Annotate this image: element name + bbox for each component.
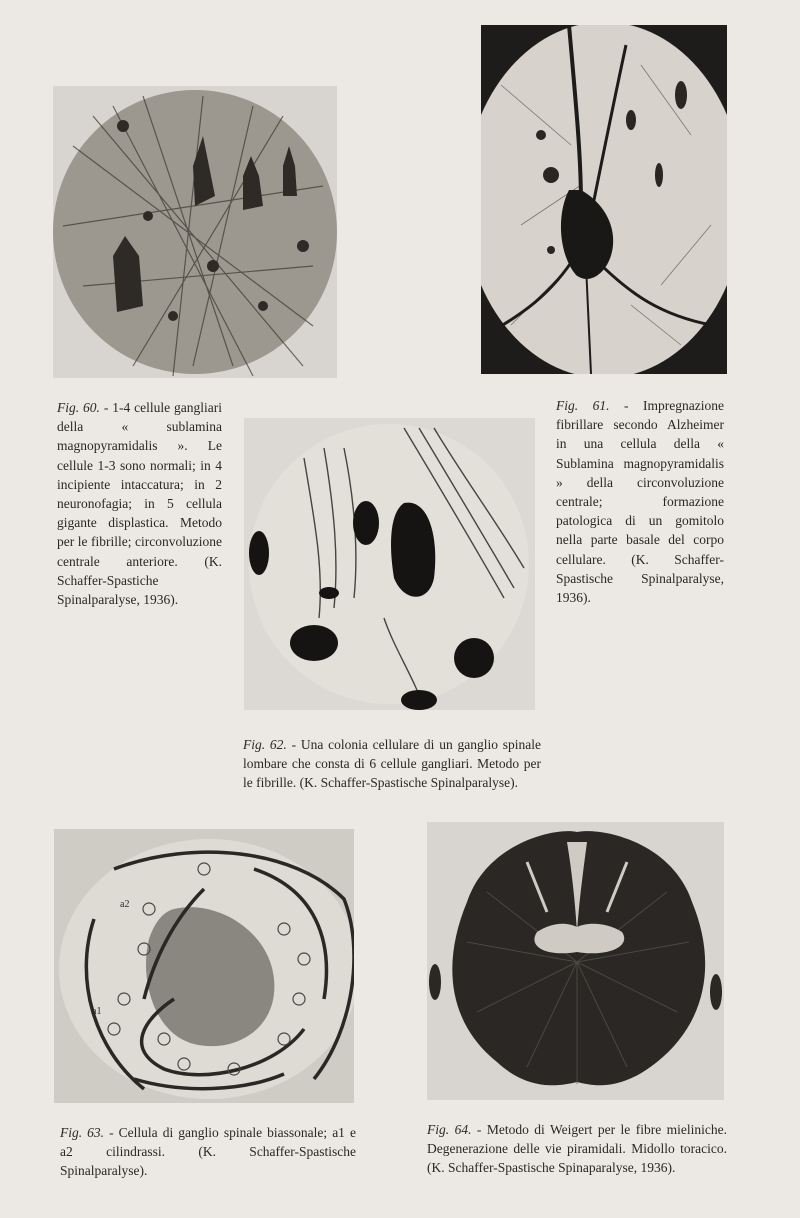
figure-61-caption [556,396,724,607]
figure-62-micrograph [244,418,535,710]
figure-63-caption [60,1123,356,1181]
figure-62-image [244,418,535,710]
figure-60-image [53,86,337,378]
figure-63-label: Fig. 63. [60,1125,105,1140]
figure-62-text: - Una colonia cellulare di un ganglio spinale lombare che consta di 6 cellule gangliari. Metodo per le fibrille. (K. Schaffer-Spastische Spinalparalyse). [243,737,542,791]
figure-64-micrograph [427,822,724,1100]
figure-61-label: Fig. 61. [556,398,610,413]
figure-60-caption [57,398,222,609]
figure-61-micrograph [481,25,727,374]
figure-60-micrograph [53,86,337,378]
figure-62-label: Fig. 62. [243,737,287,752]
figure-63-text: - Cellula di ganglio spinale biassonale; a1 e a2 cilindrassi. (K. Schaffer-Spastische Spinalparalyse). [60,1125,356,1179]
figure-61-image [481,25,727,374]
figure-60-label: Fig. 60. [57,400,100,415]
label-a2: a2 [120,899,130,910]
label-a1: a1 [92,1006,102,1017]
figure-63-micrograph [54,829,354,1103]
figure-63-image [54,829,354,1103]
figure-62-caption [243,735,541,793]
figure-61-text: - Impregnazione fibrillare secondo Alzheimer in una cellula della « Sublamina magnopyramidalis » della circonvoluzione centrale; formazione patologica di un gomitolo nella parte basale del corpo cellulare. (K. Schaffer-Spastische Spinalparalyse, 1936). [556,398,724,606]
figure-64-label: Fig. 64. [427,1122,472,1137]
figure-60-text: - 1-4 cellule gangliari della « sublamina magnopyramidalis ». Le cellule 1-3 sono normali; in 4 incipiente intaccatura; in 2 neuronofagia; in 5 cellula gigante displastica. Metodo per le fibrille; circonvoluzione centrale anteriore. (K. Schaffer-Spastiche Spinalparalyse, 1936). [57,400,223,608]
figure-64-image [427,822,724,1100]
figure-64-caption [427,1120,727,1178]
figure-64-text: - Metodo di Weigert per le fibre mieliniche. Degenerazione delle vie piramidali. Midollo toracico. (K. Schaffer-Spastische Spinaparalyse, 1936). [427,1122,727,1176]
